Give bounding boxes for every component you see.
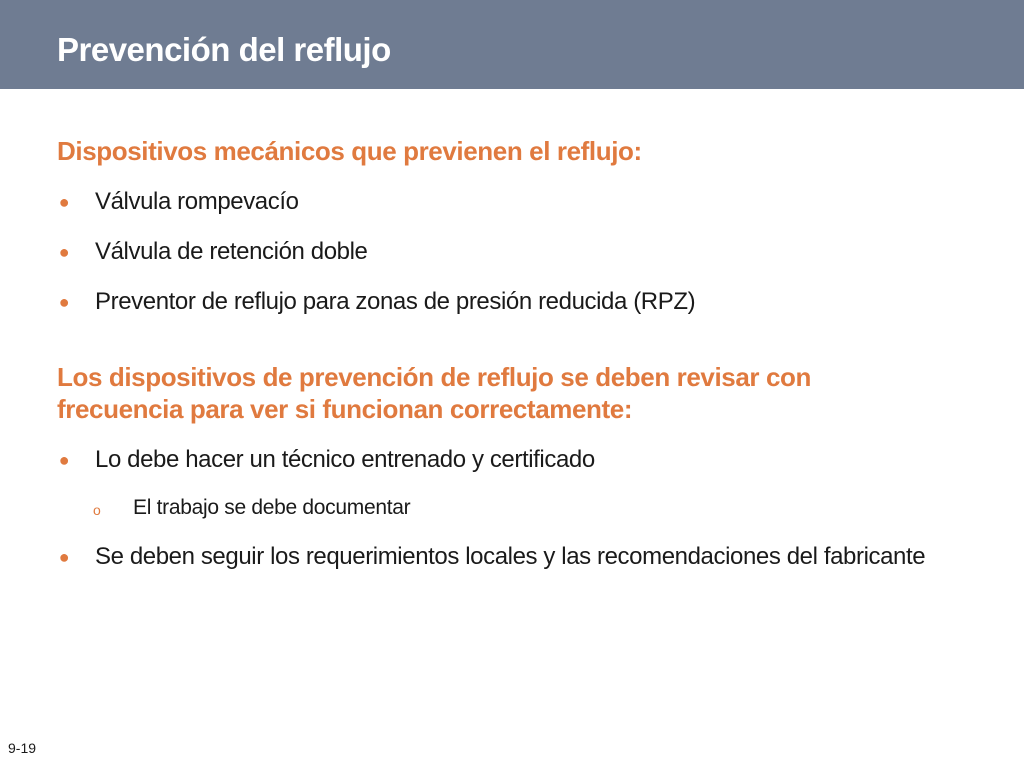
- bullet-icon: ●: [58, 192, 70, 212]
- list-item-text: Válvula de retención doble: [95, 238, 368, 265]
- list-item-text: Preventor de reflujo para zonas de presión reducida (RPZ): [95, 288, 696, 315]
- list-item-text: Válvula rompevacío: [95, 188, 299, 215]
- sub-list-item-text: El trabajo se debe documentar: [133, 496, 411, 519]
- section-heading-inspection-line-1: Los dispositivos de prevención de reflujo se deben revisar con: [57, 362, 811, 392]
- list-item-text: Lo debe hacer un técnico entrenado y certificado: [95, 446, 595, 473]
- bullet-icon: ●: [58, 547, 70, 567]
- bullet-icon: ●: [58, 242, 70, 262]
- hollow-bullet-icon: o: [93, 502, 101, 518]
- slide-number: 9-19: [8, 740, 37, 756]
- slide-title: Prevención del reflujo: [57, 31, 391, 68]
- list-item-text: Se deben seguir los requerimientos locales y las recomendaciones del fabricante: [95, 543, 926, 570]
- title-bar: [0, 0, 1024, 89]
- section-heading-inspection-line-2: frecuencia para ver si funcionan correctamente:: [57, 394, 633, 424]
- bullet-icon: ●: [58, 450, 70, 470]
- section-heading-mechanical-devices: Dispositivos mecánicos que previenen el reflujo:: [57, 136, 642, 166]
- bullet-icon: ●: [58, 292, 70, 312]
